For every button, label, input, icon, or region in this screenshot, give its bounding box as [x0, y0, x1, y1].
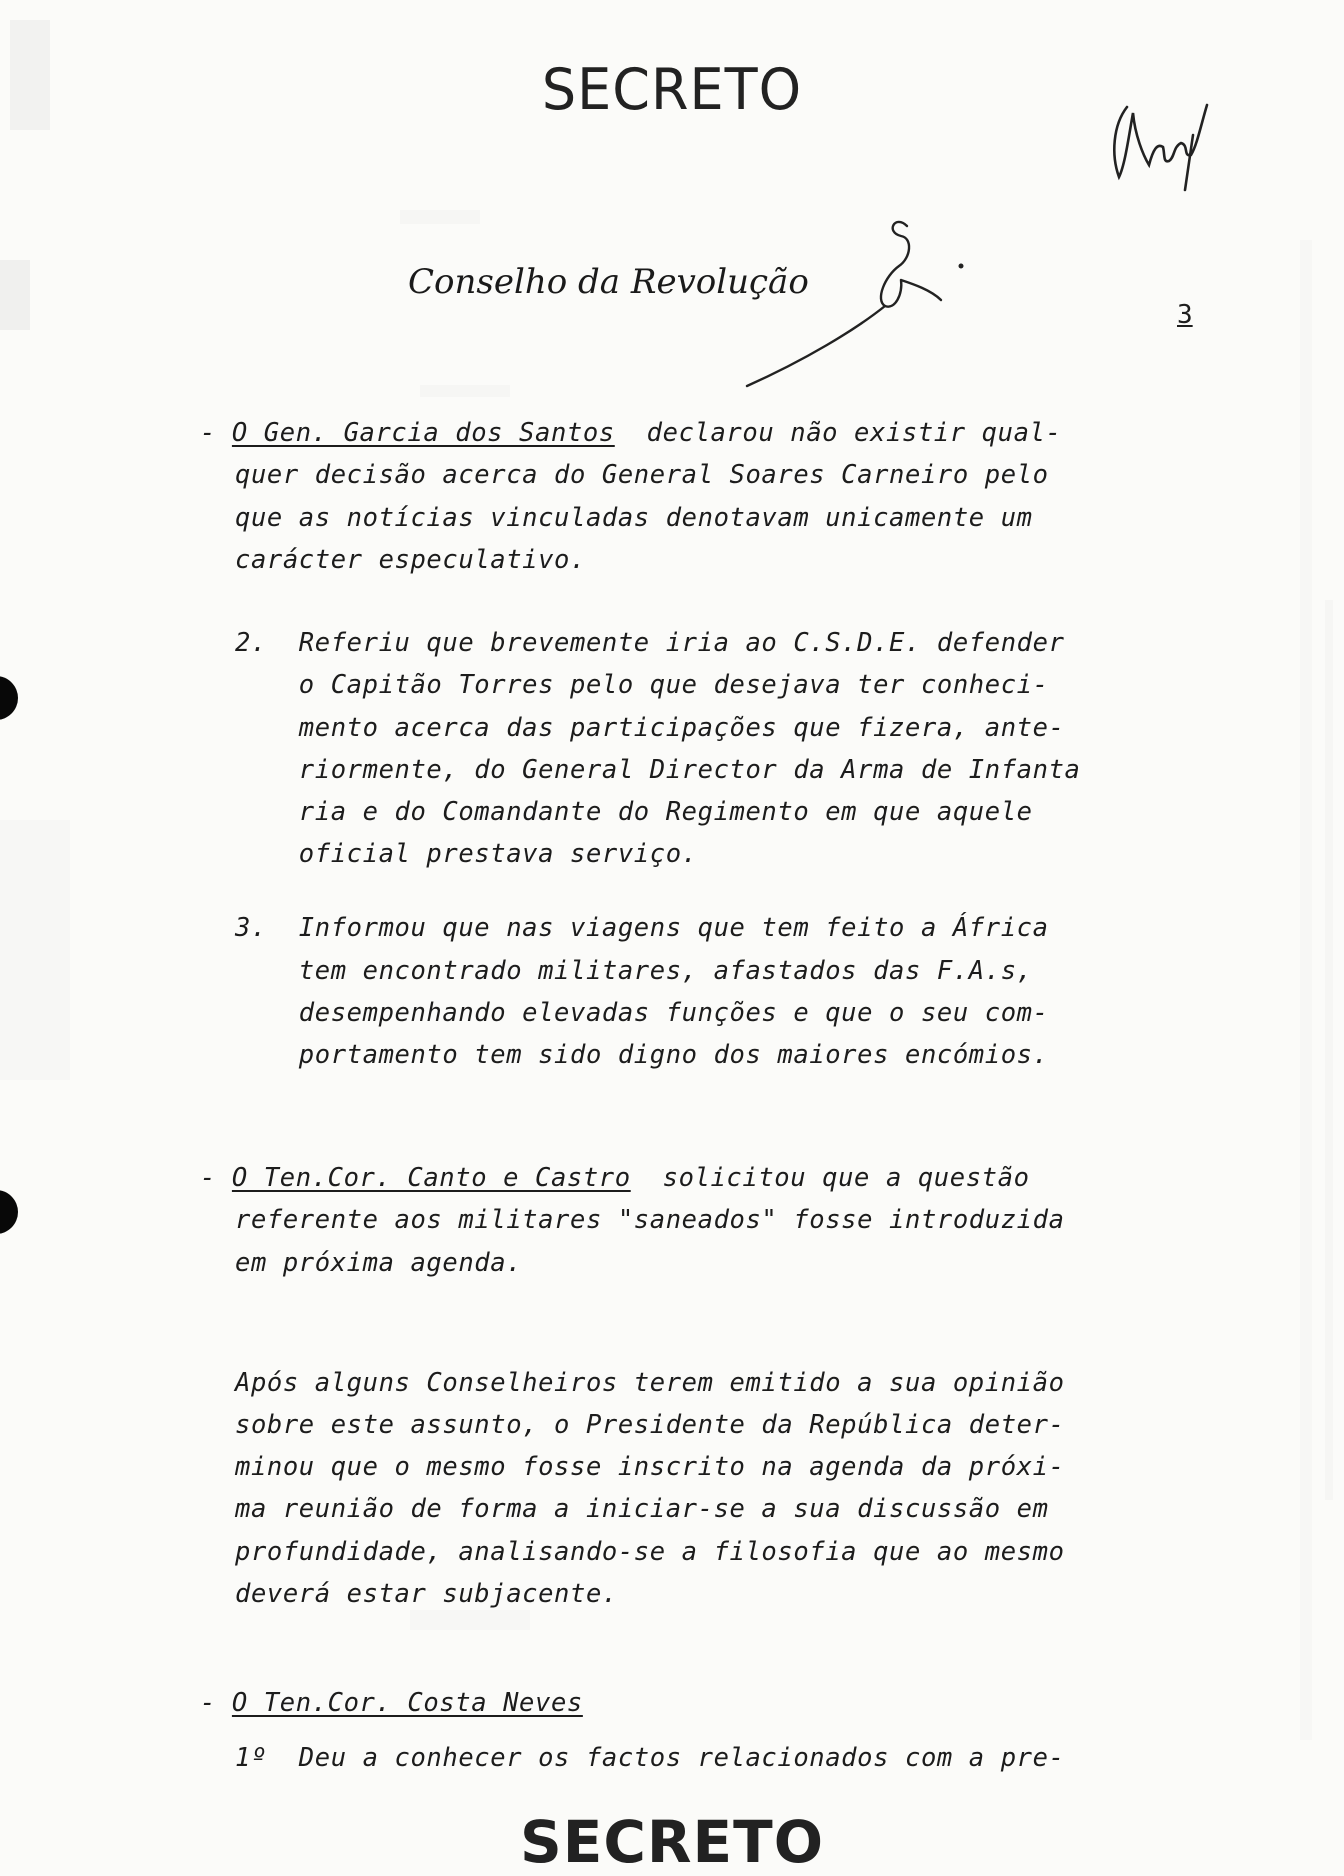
handwritten-initials-top-right	[1105, 95, 1215, 195]
p3-line-3: desempenhando elevadas funções e que o seu com-	[235, 998, 1049, 1028]
p1-line-4: carácter especulativo.	[235, 545, 586, 575]
p1-line-2: quer decisão acerca do General Soares Carneiro pelo	[235, 460, 1049, 490]
bullet-dash: -	[200, 1163, 232, 1193]
p5-line-4: ma reunião de forma a iniciar-se a sua discussão em	[235, 1494, 1049, 1524]
bullet-dash: -	[200, 418, 232, 448]
p2-line-5: ria e do Comandante do Regimento em que aquele	[235, 797, 1033, 827]
p6-line-2: 1º Deu a conhecer os factos relacionados com a pre-	[235, 1743, 1065, 1773]
p2-line-3: mento acerca das participações que fizera, ante-	[235, 713, 1065, 743]
p4-line-1-text: solicitou que a questão	[630, 1163, 1030, 1193]
p1-line-3: que as notícias vinculadas denotavam unicamente um	[235, 503, 1033, 533]
p4-line-1	[200, 1163, 1030, 1193]
p1-line-1-text: declarou não existir qual-	[614, 418, 1062, 448]
classification-stamp-top: SECRETO	[541, 56, 803, 123]
p4-line-2: referente aos militares "saneados" fosse introduzida	[235, 1205, 1065, 1235]
speaker-name: O Gen. Garcia dos Santos	[231, 418, 615, 448]
bullet-dash: -	[200, 1688, 232, 1718]
speaker-name: O Ten.Cor. Canto e Castro	[231, 1163, 631, 1193]
p5-line-1: Após alguns Conselheiros terem emitido a sua opinião	[235, 1368, 1065, 1398]
p5-line-3: minou que o mesmo fosse inscrito na agenda da próxi-	[235, 1452, 1065, 1482]
p5-line-2: sobre este assunto, o Presidente da República deter-	[235, 1410, 1065, 1440]
p2-line-4: riormente, do General Director da Arma de Infanta	[235, 755, 1081, 785]
p2-line-1: 2. Referiu que brevemente iria ao C.S.D.E. defender	[235, 628, 1065, 658]
p5-line-5: profundidade, analisando-se a filosofia que ao mesmo	[235, 1537, 1065, 1567]
punch-hole-top	[0, 676, 18, 720]
p3-line-2: tem encontrado militares, afastados das F.A.s,	[235, 956, 1033, 986]
p5-line-6: deverá estar subjacente.	[235, 1579, 618, 1609]
letterhead-title: Conselho da Revolução	[408, 262, 809, 302]
handwritten-signature-stroke	[735, 210, 975, 390]
p4-line-3: em próxima agenda.	[235, 1248, 523, 1278]
p3-line-4: portamento tem sido digno dos maiores encómios.	[235, 1040, 1049, 1070]
p6-line-1	[200, 1688, 583, 1718]
punch-hole-bottom	[0, 1190, 18, 1234]
p3-line-1: 3. Informou que nas viagens que tem feito a África	[235, 913, 1049, 943]
p2-line-2: o Capitão Torres pelo que desejava ter conheci-	[235, 670, 1049, 700]
classification-stamp-bottom: SECRETO	[519, 1808, 825, 1876]
p2-line-6: oficial prestava serviço.	[235, 839, 698, 869]
p1-line-1	[200, 418, 1061, 448]
speaker-name: O Ten.Cor. Costa Neves	[231, 1688, 583, 1718]
page-number: 3	[1177, 300, 1193, 330]
